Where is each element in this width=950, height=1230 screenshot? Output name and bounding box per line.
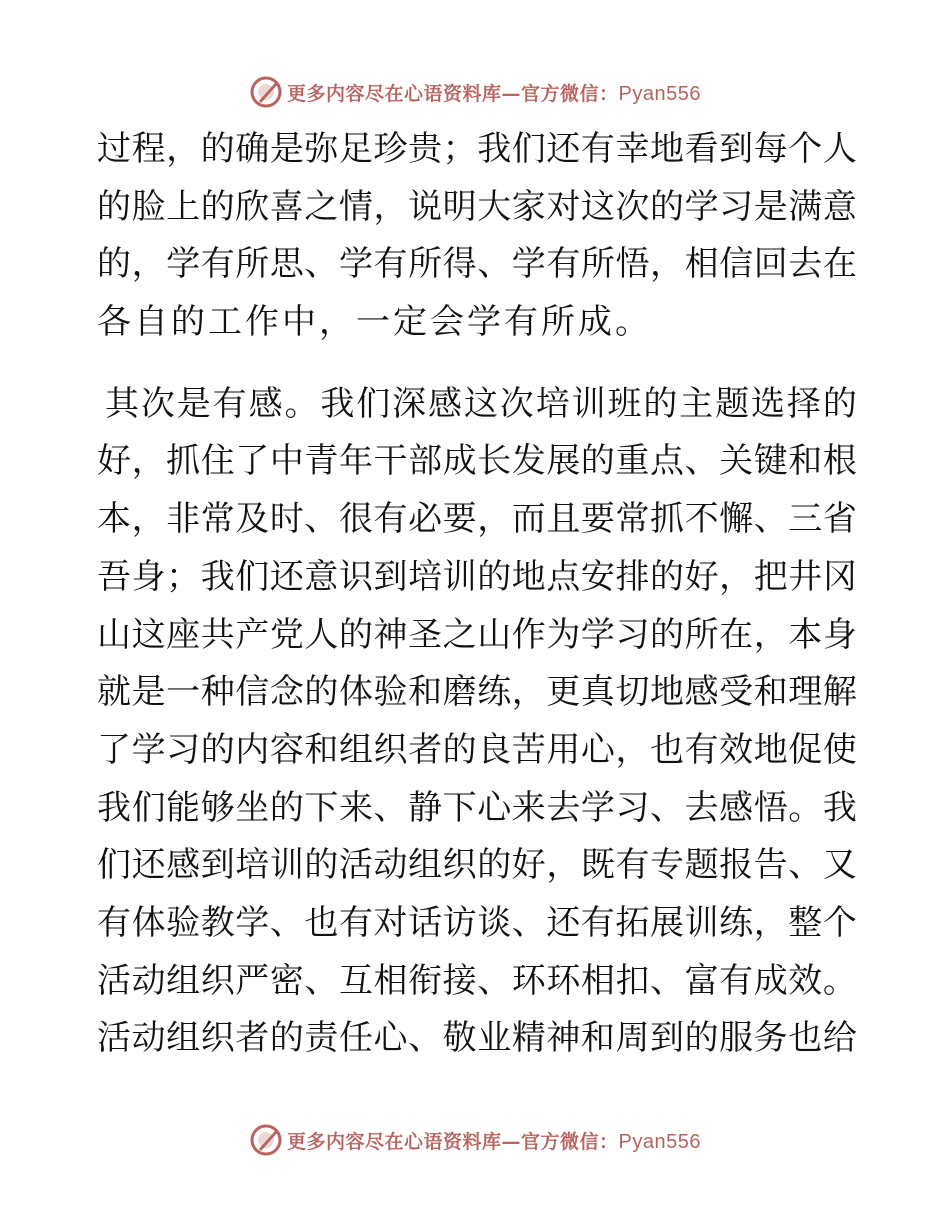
document-body <box>97 121 857 1068</box>
text-line: 各自的工作中，一定会学有所成。 <box>97 302 652 343</box>
text-line: 有 体 验 教 学 、 也 有 对 话 访 谈 、 还 有 拓 展 训 练 ， 整 个 <box>97 902 857 943</box>
text-line: 了 学 习 的 内 容 和 组 织 者 的 良 苦 用 心 ， 也 有 效 地 促 使 <box>97 729 857 770</box>
watermark-text: 更多内容尽在心语资料库—官方微信：Pyan556 <box>287 1130 701 1153</box>
text-line: 活 动 组 织 严 密 、 互 相 衔 接 、 环 环 相 扣 、 富 有 成 效 。 <box>97 960 857 1001</box>
text-line: 活 动 组 织 者 的 责 任 心 、 敬 业 精 神 和 周 到 的 服 务 也 给 <box>97 1018 857 1059</box>
text-line: 我 们 能 够 坐 的 下 来 、 静 下 心 来 去 学 习 、 去 感 悟 。 我 <box>97 787 857 828</box>
paragraph-1 <box>97 121 857 352</box>
text-line: 的 脸 上 的 欣 喜 之 情 ， 说 明 大 家 对 这 次 的 学 习 是 满 意 <box>97 186 857 227</box>
watermark-text: 更多内容尽在心语资料库—官方微信：Pyan556 <box>287 82 701 105</box>
paragraph-2 <box>97 376 857 1068</box>
text-line: 其 次 是 有 感 。 我 们 深 感 这 次 培 训 班 的 主 题 选 择 的 <box>105 383 857 424</box>
text-line: 吾 身 ； 我 们 还 意 识 到 培 训 的 地 点 安 排 的 好 ， 把 井 冈 <box>97 556 857 597</box>
footer-watermark <box>0 1120 950 1160</box>
text-line: 本 ， 非 常 及 时 、 很 有 必 要 ， 而 且 要 常 抓 不 懈 、 三 省 <box>97 499 857 540</box>
text-line: 过 程 ， 的 确 是 弥 足 珍 贵 ； 我 们 还 有 幸 地 看 到 每 个 人 <box>97 129 857 169</box>
text-line: 的 ， 学 有 所 思 、 学 有 所 得 、 学 有 所 悟 ， 相 信 回 去 在 <box>97 244 857 285</box>
text-line: 山 这 座 共 产 党 人 的 神 圣 之 山 作 为 学 习 的 所 在 ， 本 身 <box>97 614 857 655</box>
text-line: 们 还 感 到 培 训 的 活 动 组 织 的 好 ， 既 有 专 题 报 告 、 又 <box>97 845 857 886</box>
header-watermark <box>0 72 950 112</box>
text-line: 好 ， 抓 住 了 中 青 年 干 部 成 长 发 展 的 重 点 、 关 键 和 根 <box>97 441 857 482</box>
watermark-logo-icon <box>249 1123 283 1157</box>
text-line: 就 是 一 种 信 念 的 体 验 和 磨 练 ， 更 真 切 地 感 受 和 理 解 <box>97 672 857 713</box>
watermark-logo-icon <box>249 75 283 109</box>
